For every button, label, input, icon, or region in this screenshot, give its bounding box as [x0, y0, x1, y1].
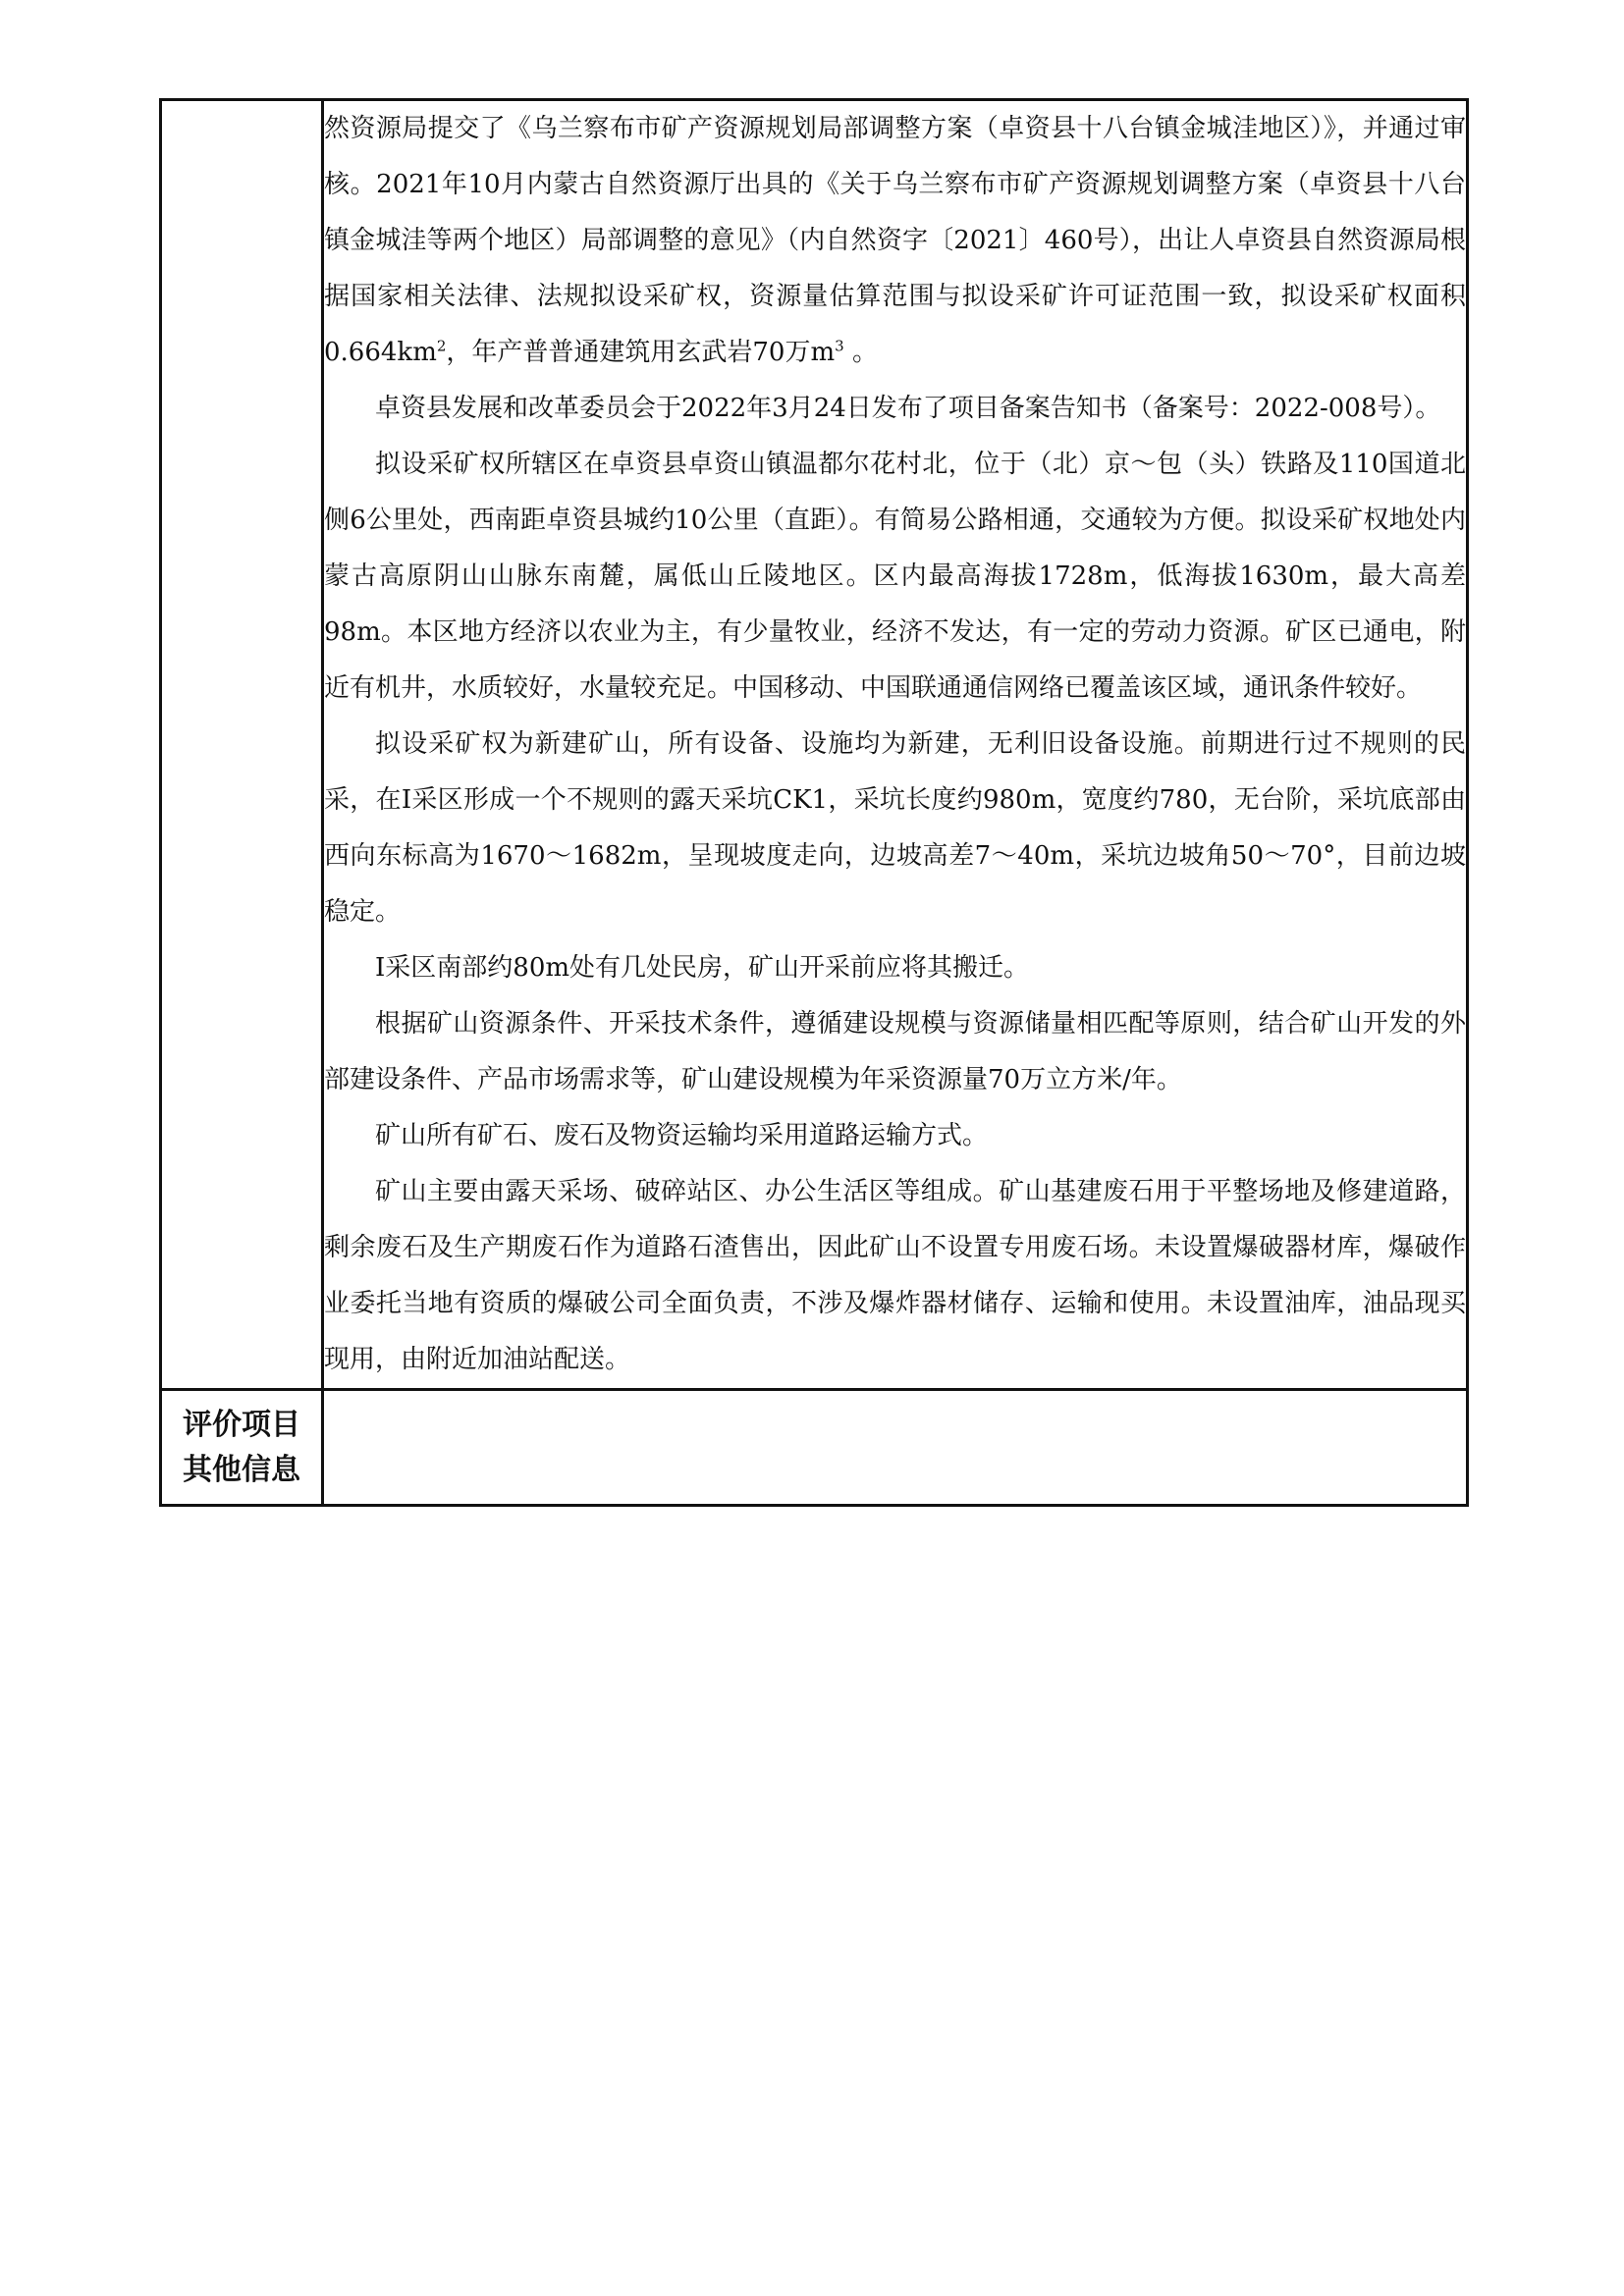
- paragraph-planning-approval-text-2: ，年产普普通建筑用玄武岩70万m: [446, 338, 836, 367]
- paragraph-project-filing: 卓资县发展和改革委员会于2022年3月24日发布了项目备案告知书（备案号：2022-008号）。: [375, 394, 1441, 423]
- other-info-label-line1: 评价项目: [183, 1407, 300, 1442]
- project-info-table: [159, 98, 1469, 1507]
- other-info-label-cell: [161, 1390, 323, 1506]
- other-info-label: [162, 1403, 321, 1493]
- description-label-cell: [161, 100, 323, 1390]
- description-row: [161, 100, 1468, 1390]
- paragraph-relocation: Ⅰ采区南部约80m处有几处民房，矿山开采前应将其搬迁。: [375, 953, 1030, 983]
- area-unit-superscript: 2: [436, 337, 447, 355]
- paragraph-existing-pit: 拟设采矿权为新建矿山，所有设备、设施均为新建，无利旧设备设施。前期进行过不规则的民采，在Ⅰ采区形成一个不规则的露天采坑CK1，采坑长度约980m，宽度约780，无台阶，采坑底部由西向东标高为1670～1682m，呈现坡度走向，边坡高差7～40m，采坑边坡角50～70°，目前边坡稳定。: [324, 729, 1466, 927]
- other-info-label-line2: 其他信息: [183, 1452, 300, 1487]
- paragraph-location: 拟设采矿权所辖区在卓资县卓资山镇温都尔花村北，位于（北）京～包（头）铁路及110国道北侧6公里处，西南距卓资县城约10公里（直距）。有简易公路相通，交通较为方便。拟设采矿权地处内蒙古高原阴山山脉东南麓，属低山丘陵地区。区内最高海拔1728m，低海拔1630m，最大高差98m。本区地方经济以农业为主，有少量牧业，经济不发达，有一定的劳动力资源。矿区已通电，附近有机井，水质较好，水量较充足。中国移动、中国联通通信网络已覆盖该区域，通讯条件较好。: [324, 450, 1466, 703]
- paragraph-transport: 矿山所有矿石、废石及物资运输均采用道路运输方式。: [375, 1121, 989, 1150]
- paragraph-planning-approval: [324, 101, 1466, 381]
- paragraph-planning-approval-text: 然资源局提交了《乌兰察布市矿产资源规划局部调整方案（卓资县十八台镇金城洼地区）》，并通过审核。2021年10月内蒙古自然资源厅出具的《关于乌兰察布市矿产资源规划调整方案（卓资县十八台镇金城洼等两个地区）局部调整的意见》（内自然资字〔2021〕460号），出让人卓资县自然资源局根据国家相关法律、法规拟设采矿权，资源量估算范围与拟设采矿许可证范围一致，拟设采矿权面积0.664km: [324, 114, 1466, 367]
- other-info-row: [161, 1390, 1468, 1506]
- description-content-cell: [323, 100, 1468, 1390]
- other-info-value-cell: [323, 1390, 1468, 1506]
- paragraph-production-scale: 根据矿山资源条件、开采技术条件，遵循建设规模与资源储量相匹配等原则，结合矿山开发的外部建设条件、产品市场需求等，矿山建设规模为年采资源量70万立方米/年。: [324, 1009, 1466, 1095]
- paragraph-composition: 矿山主要由露天采场、破碎站区、办公生活区等组成。矿山基建废石用于平整场地及修建道路，剩余废石及生产期废石作为道路石渣售出，因此矿山不设置专用废石场。未设置爆破器材库，爆破作业委托当地有资质的爆破公司全面负责，不涉及爆炸器材储存、运输和使用。未设置油库，油品现买现用，由附近加油站配送。: [324, 1177, 1466, 1374]
- volume-unit-superscript: 3: [835, 337, 844, 355]
- paragraph-planning-approval-text-3: 。: [843, 338, 878, 367]
